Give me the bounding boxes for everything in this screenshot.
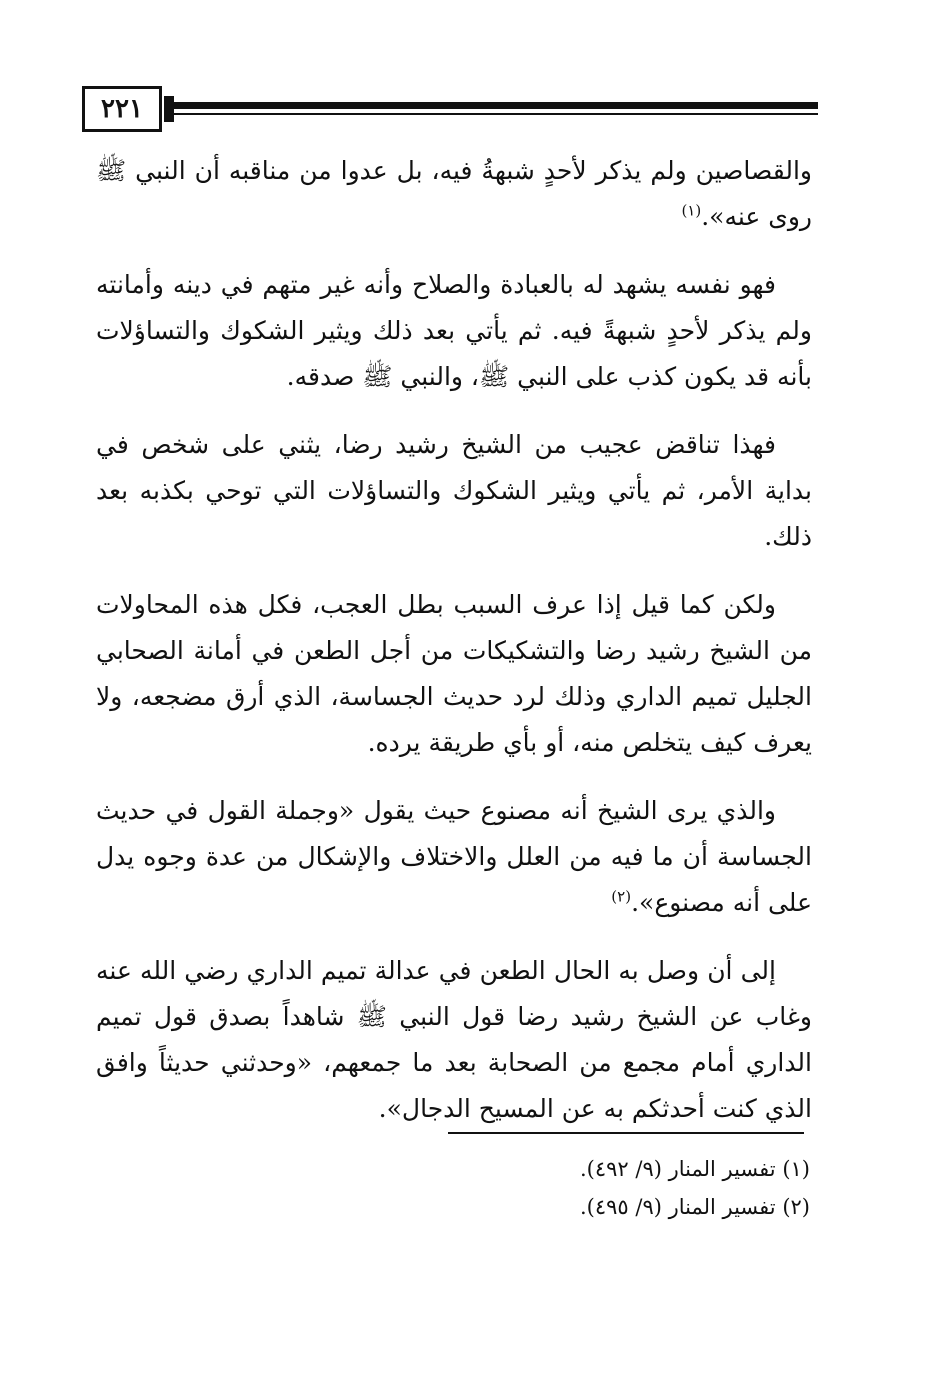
header-rule-cap: [164, 96, 174, 122]
paragraph: [96, 582, 812, 766]
paragraph: [96, 948, 812, 1132]
footnote: (١) تفسير المنار (٩/ ٤٩٢).: [579, 1157, 810, 1181]
footnote: (٢) تفسير المنار (٩/ ٤٩٥).: [579, 1195, 810, 1219]
body-text: [96, 148, 812, 1154]
footnote-ref: (٢): [611, 887, 632, 906]
footnote-separator: [448, 1132, 804, 1134]
paragraph: [96, 422, 812, 560]
footnotes: [96, 1150, 810, 1226]
header-rule-thick: [164, 102, 818, 109]
paragraph-text: فهذا تناقض عجيب من الشيخ رشيد رضا، يثني على شخص في بداية الأمر، ثم يأتي ويثير الشكوك والتساؤلات التي توحي بكذبه بعد ذلك.: [96, 430, 812, 551]
paragraph-text: ولكن كما قيل إذا عرف السبب بطل العجب، فكل هذه المحاولات من الشيخ رشيد رضا والتشكيكات من أجل الطعن في أمانة الصحابي الجليل تميم الداري وذلك لرد حديث الجساسة، الذي أرق مضجعه، ولا يعرف كيف يتخلص منه، أو بأي طريقة يرده.: [96, 590, 812, 757]
header-rule: [164, 102, 818, 120]
footnote-ref: (١): [681, 201, 702, 220]
paragraph-text: فهو نفسه يشهد له بالعبادة والصلاح وأنه غير متهم في دينه وأمانته ولم يذكر لأحدٍ شبهةً فيه. ثم يأتي بعد ذلك ويثير الشكوك والتساؤلات بأنه قد يكون كذب على النبي ﷺ، والنبي ﷺ صدقه.: [96, 270, 812, 391]
paragraph-text: إلى أن وصل به الحال الطعن في عدالة تميم الداري رضي الله عنه وغاب عن الشيخ رشيد رضا قول النبي ﷺ شاهداً بصدق قول تميم الداري أمام مجمع من الصحابة بعد ما جمعهم، «وحدثني حديثاً وافق الذي كنت أحدثكم به عن المسيح الدجال».: [96, 956, 812, 1123]
page-number: ٢٢١: [82, 86, 162, 132]
paragraph: [96, 788, 812, 926]
paragraph-text: والذي يرى الشيخ أنه مصنوع حيث يقول «وجملة القول في حديث الجساسة أن ما فيه من العلل والاختلاف والإشكال من عدة وجوه يدل على أنه مصنوع».: [96, 796, 812, 917]
paragraph: [96, 262, 812, 400]
header-rule-thin: [164, 113, 818, 115]
paragraph-text: والقصاصين ولم يذكر لأحدٍ شبهةُ فيه، بل عدوا من مناقبه أن النبي ﷺ روى عنه».: [96, 156, 812, 231]
paragraph: [96, 148, 812, 240]
